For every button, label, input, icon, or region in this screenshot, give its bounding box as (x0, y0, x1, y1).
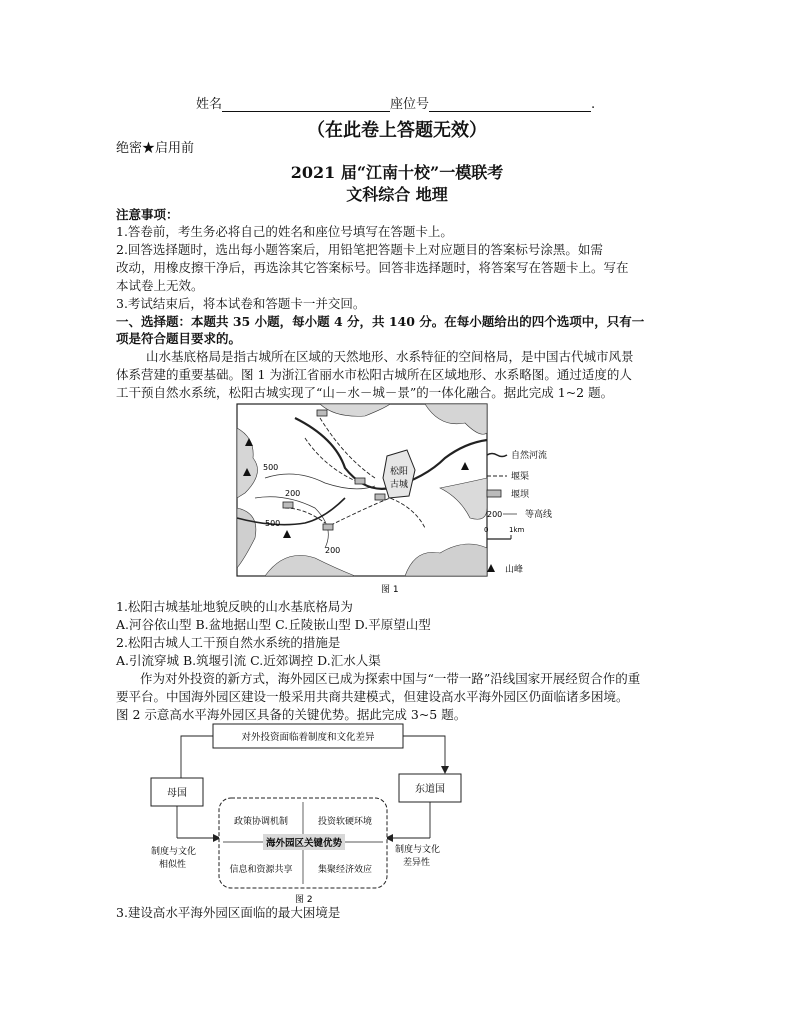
legend-contour: 等高线 (525, 510, 553, 520)
home-country-label: 母国 (167, 788, 187, 799)
note-line: 1.答卷前，考生务必将自己的姓名和座位号填写在答题卡上。 (116, 224, 453, 239)
seat-field[interactable] (429, 97, 591, 112)
contour-label: 500 (265, 519, 281, 528)
city-label: 古城 (390, 480, 409, 490)
legend-contour-value: 200 (487, 510, 503, 519)
dam (355, 478, 365, 484)
contour-label: 200 (325, 546, 341, 555)
name-seat-line (196, 93, 595, 112)
figure-1-caption: 图 1 (381, 585, 399, 595)
question-2: 2.松阳古城人工干预自然水系统的措施是 (116, 635, 341, 650)
right-label: 差异性 (403, 858, 431, 868)
seat-label: 座位号 (390, 97, 430, 112)
section-heading: 一、选择题：本题共 35 小题，每小题 4 分，共 140 分。在每小题给出的四个选项中，只有一 (116, 314, 645, 329)
left-label: 相似性 (159, 860, 187, 870)
end-mark: . (591, 97, 596, 112)
cell-policy: 政策协调机制 (233, 817, 289, 827)
right-label: 制度与文化 (395, 845, 441, 855)
question-1: 1.松阳古城基址地貌反映的山水基底格局为 (116, 599, 353, 614)
section-heading-cont: 项是符合题目要求的。 (116, 331, 242, 346)
question-1-options: A.河谷依山型 B.盆地据山型 C.丘陵嵌山型 D.平原望山型 (116, 617, 431, 632)
contour-label: 200 (285, 489, 301, 498)
cell-environment: 投资软硬环境 (317, 817, 373, 827)
intro2-line: 要平台。中国海外园区建设一般采用共商共建模式，但建设高水平海外园区仍面临诸多困境。 (116, 689, 629, 704)
dam (317, 410, 327, 416)
intro-line: 体系营建的重要基础。图 1 为浙江省丽水市松阳古城所在区域地形、水系略图。通过适度的人 (116, 367, 632, 382)
dam (323, 524, 333, 530)
secret-mark: 绝密★启用前 (116, 141, 195, 156)
figure-2-diagram (145, 722, 495, 912)
name-label: 姓名 (196, 97, 223, 112)
scale-one: 1km (509, 526, 525, 534)
cell-info: 信息和资源共享 (229, 865, 293, 875)
intro-line: 山水基底格局是指古城所在区域的天然地形、水系特征的空间格局，是中国古代城市风景 (146, 349, 634, 364)
legend-river-symbol (487, 454, 507, 457)
notice: （在此卷上答题无效） (307, 120, 487, 141)
note-line: 本试卷上无效。 (116, 278, 204, 293)
note-line: 改动，用橡皮擦干净后，再选涂其它答案标号。回答非选择题时，将答案写在答题卡上。写在 (116, 260, 629, 275)
dam (375, 494, 385, 500)
legend-peak-icon (487, 564, 495, 572)
name-field[interactable] (222, 97, 390, 112)
cell-agglomeration: 集聚经济效应 (317, 865, 373, 875)
legend-canal: 堰渠 (511, 472, 530, 482)
question-3: 3.建设高水平海外园区面临的最大困境是 (116, 905, 341, 920)
legend-dam: 堰坝 (511, 490, 530, 500)
intro2-line: 图 2 示意高水平海外园区具备的关键优势。据此完成 3~5 题。 (116, 707, 467, 722)
city-label: 松阳 (390, 467, 409, 477)
contour-label: 500 (263, 463, 279, 472)
legend-peak: 山峰 (505, 565, 524, 575)
host-country-label: 东道国 (415, 784, 445, 795)
figure-1-map (225, 398, 585, 596)
exam-title: 2021 届“江南十校”一模联考 (290, 163, 504, 182)
top-box-label: 对外投资面临着制度和文化差异 (241, 732, 375, 743)
note-line: 2.回答选择题时，选出每小题答案后，用铅笔把答题卡上对应题目的答案标号涂黑。如需 (116, 242, 603, 257)
intro2-line: 作为对外投资的新方式，海外园区已成为探索中国与“一带一路”沿线国家开展经贸合作的重 (140, 671, 641, 686)
scale-zero: 0 (484, 526, 489, 534)
intro-line: 工干预自然水系统，松阳古城实现了“山－水－城－景”的一体化融合。据此完成 1~2 题。 (116, 385, 614, 400)
left-label: 制度与文化 (151, 847, 197, 857)
dam (283, 502, 293, 508)
exam-subtitle: 文科综合 地理 (346, 185, 448, 204)
note-line: 3.考试结束后，将本试卷和答题卡一并交回。 (116, 296, 366, 311)
legend-river: 自然河流 (511, 451, 548, 461)
center-label: 海外园区关键优势 (265, 838, 343, 849)
legend-dam-symbol (487, 490, 501, 497)
question-2-options: A.引流穿城 B.筑堰引流 C.近郊调控 D.汇水人渠 (116, 653, 381, 668)
figure-2-caption: 图 2 (295, 895, 313, 905)
notes-heading: 注意事项： (116, 207, 179, 222)
